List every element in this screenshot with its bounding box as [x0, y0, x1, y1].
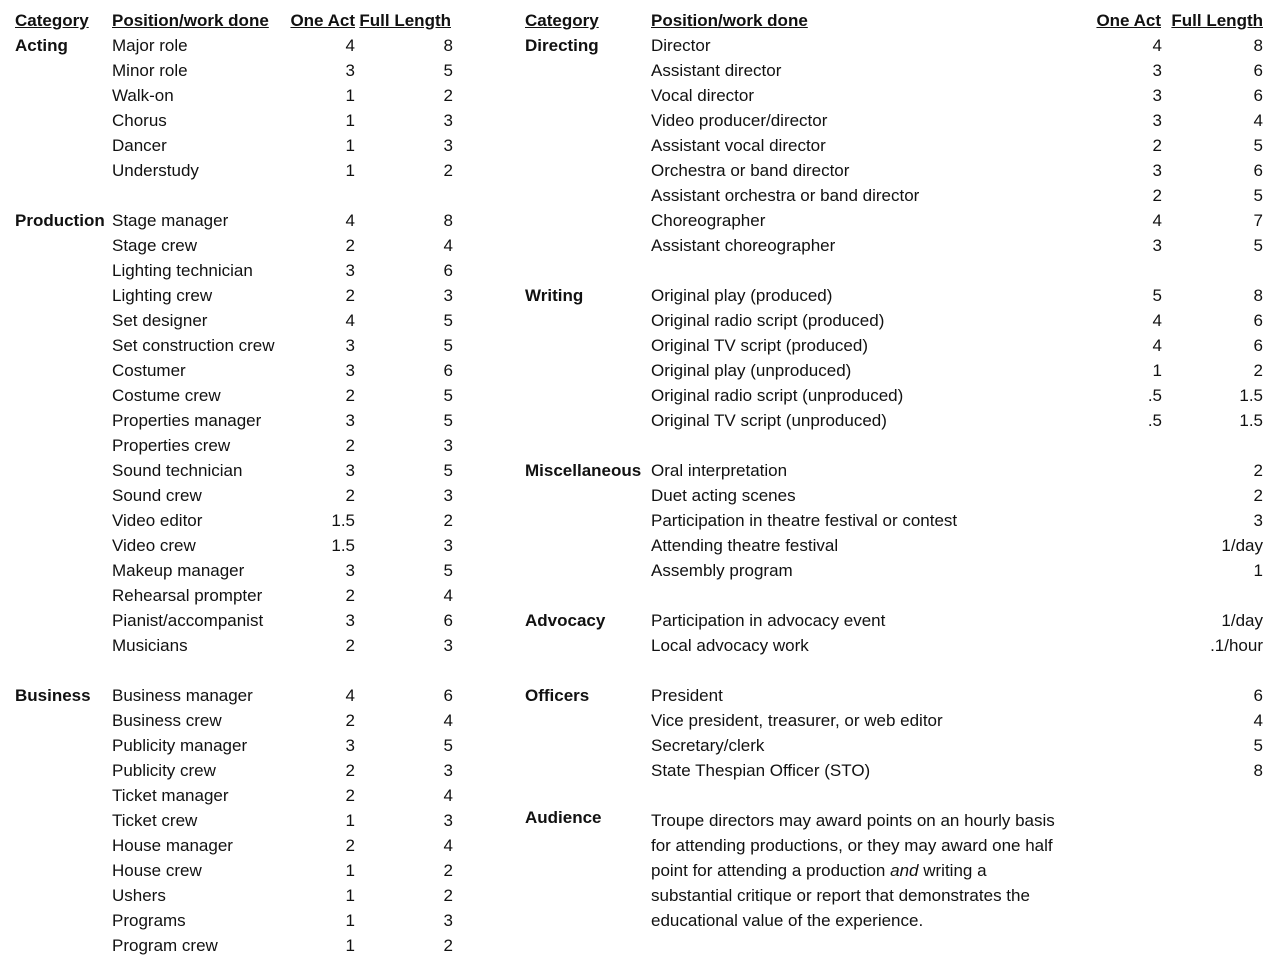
table-row: [15, 33, 460, 58]
full-length-cell: 4: [443, 711, 453, 730]
full-length-cell: 6: [1253, 161, 1263, 180]
one-act-cell: 2: [345, 836, 355, 855]
one-act-cell: 4: [345, 311, 355, 330]
position-cell: House manager: [112, 836, 233, 855]
position-cell: Sound crew: [112, 486, 202, 505]
position-cell: Stage crew: [112, 236, 198, 255]
full-length-cell: 8: [1253, 761, 1263, 780]
header-position: Position/work done: [651, 11, 808, 30]
one-act-cell: .5: [1147, 411, 1162, 430]
position-cell: Oral interpretation: [651, 461, 788, 480]
category-label: Writing: [525, 286, 584, 305]
full-length-cell: 8: [1253, 286, 1263, 305]
one-act-cell: 1: [345, 161, 355, 180]
full-length-cell: 1/day: [1221, 536, 1263, 555]
position-cell: Walk-on: [112, 86, 174, 105]
full-length-cell: 1/day: [1221, 611, 1263, 630]
full-length-cell: 5: [1253, 236, 1263, 255]
position-cell: Set designer: [112, 311, 208, 330]
one-act-cell: 4: [1152, 36, 1162, 55]
position-cell: Business crew: [112, 711, 222, 730]
one-act-cell: 4: [1152, 336, 1162, 355]
position-cell: Director: [651, 36, 711, 55]
position-cell: Duet acting scenes: [651, 486, 796, 505]
audience-note-emphasis: and: [890, 861, 919, 880]
table-row: [15, 258, 460, 283]
right-table-body: [525, 33, 1270, 808]
audience-note-text-end: writing a substantial critique or report that demonstrates the educational value of the experience.: [651, 861, 1030, 930]
position-cell: Stage manager: [112, 211, 229, 230]
position-cell: State Thespian Officer (STO): [651, 761, 871, 780]
category-label: Acting: [15, 36, 68, 55]
table-row: [525, 758, 1270, 783]
full-length-cell: 5: [1253, 136, 1263, 155]
one-act-cell: 3: [345, 736, 355, 755]
full-length-cell: 2: [1253, 486, 1263, 505]
position-cell: Original radio script (unproduced): [651, 386, 904, 405]
full-length-cell: 5: [443, 336, 453, 355]
table-row: [15, 333, 460, 358]
position-cell: Assistant orchestra or band director: [651, 186, 920, 205]
table-row: [15, 883, 460, 908]
header-category: Category: [525, 11, 599, 30]
one-act-cell: 2: [345, 761, 355, 780]
full-length-cell: 6: [1253, 61, 1263, 80]
position-cell: House crew: [112, 861, 202, 880]
table-row: [525, 708, 1270, 733]
table-row: [15, 433, 460, 458]
category-label: Directing: [525, 36, 599, 55]
full-length-cell: 6: [443, 686, 453, 705]
position-cell: Vice president, treasurer, or web editor: [651, 711, 943, 730]
position-cell: Chorus: [112, 111, 167, 130]
section-gap: [15, 658, 460, 683]
table-row: [15, 383, 460, 408]
full-length-cell: 3: [443, 636, 453, 655]
table-row: [15, 358, 460, 383]
table-row: [15, 808, 460, 833]
one-act-cell: 4: [345, 686, 355, 705]
header-position: Position/work done: [112, 11, 269, 30]
full-length-cell: 5: [443, 561, 453, 580]
one-act-cell: 4: [1152, 311, 1162, 330]
table-row: [525, 358, 1270, 383]
table-row: [15, 858, 460, 883]
left-table-body: [15, 33, 460, 958]
full-length-cell: 4: [443, 236, 453, 255]
full-length-cell: 6: [1253, 86, 1263, 105]
section-gap: [525, 783, 1270, 808]
full-length-cell: 1: [1253, 561, 1263, 580]
one-act-cell: 3: [345, 361, 355, 380]
table-row: [525, 133, 1270, 158]
position-cell: Original TV script (unproduced): [651, 411, 887, 430]
table-row: [15, 758, 460, 783]
table-row: [525, 183, 1270, 208]
one-act-cell: 1: [345, 136, 355, 155]
position-cell: Program crew: [112, 936, 218, 955]
full-length-cell: 5: [443, 61, 453, 80]
table-row: [525, 483, 1270, 508]
position-cell: Business manager: [112, 686, 253, 705]
table-row: [15, 83, 460, 108]
table-row: [525, 733, 1270, 758]
right-table: [525, 8, 1270, 958]
position-cell: Costumer: [112, 361, 186, 380]
one-act-cell: 1: [345, 886, 355, 905]
section-gap: [525, 583, 1270, 608]
position-cell: Musicians: [112, 636, 188, 655]
one-act-cell: 2: [345, 711, 355, 730]
one-act-cell: 1: [345, 911, 355, 930]
position-cell: Publicity crew: [112, 761, 216, 780]
one-act-cell: 1: [345, 861, 355, 880]
position-cell: Assistant choreographer: [651, 236, 836, 255]
full-length-cell: 4: [443, 586, 453, 605]
header-full-length: Full Length: [359, 11, 451, 30]
full-length-cell: 3: [443, 536, 453, 555]
position-cell: Major role: [112, 36, 188, 55]
table-row: [525, 158, 1270, 183]
full-length-cell: 5: [443, 411, 453, 430]
table-row: [15, 933, 460, 958]
table-row: [15, 458, 460, 483]
full-length-cell: 1.5: [1239, 386, 1263, 405]
table-row: [525, 58, 1270, 83]
position-cell: Set construction crew: [112, 336, 275, 355]
full-length-cell: 2: [443, 161, 453, 180]
position-cell: Assembly program: [651, 561, 793, 580]
position-cell: Secretary/clerk: [651, 736, 765, 755]
one-act-cell: 2: [345, 436, 355, 455]
audience-note-text: Troupe directors may award points on an hourly basis for attending productions, or they may award one half point for attending a production: [651, 811, 1055, 880]
one-act-cell: 3: [1152, 61, 1162, 80]
table-row: [15, 158, 460, 183]
full-length-cell: 2: [443, 511, 453, 530]
section-gap: [15, 183, 460, 208]
category-label: Officers: [525, 686, 590, 705]
position-cell: Ticket crew: [112, 811, 198, 830]
full-length-cell: 3: [443, 486, 453, 505]
full-length-cell: 5: [443, 461, 453, 480]
one-act-cell: 1.5: [331, 511, 355, 530]
audience-note: [651, 808, 1061, 933]
full-length-cell: 1.5: [1239, 411, 1263, 430]
position-cell: Original play (unproduced): [651, 361, 852, 380]
left-header-row: [15, 8, 460, 33]
one-act-cell: 2: [345, 786, 355, 805]
table-row: [525, 108, 1270, 133]
one-act-cell: 2: [345, 486, 355, 505]
table-row: [15, 708, 460, 733]
table-row: [525, 608, 1270, 633]
full-length-cell: 4: [1253, 111, 1263, 130]
one-act-cell: 3: [345, 61, 355, 80]
table-row: [15, 833, 460, 858]
table-row: [525, 208, 1270, 233]
full-length-cell: 5: [443, 386, 453, 405]
position-cell: Participation in advocacy event: [651, 611, 886, 630]
one-act-cell: 2: [345, 236, 355, 255]
position-cell: Pianist/accompanist: [112, 611, 264, 630]
right-header-row: [525, 8, 1270, 33]
one-act-cell: 1: [345, 811, 355, 830]
position-cell: Vocal director: [651, 86, 754, 105]
one-act-cell: 3: [345, 336, 355, 355]
position-cell: Ushers: [112, 886, 166, 905]
one-act-cell: 1: [345, 86, 355, 105]
one-act-cell: 3: [345, 611, 355, 630]
full-length-cell: 3: [1253, 511, 1263, 530]
one-act-cell: 3: [1152, 161, 1162, 180]
full-length-cell: 8: [1253, 36, 1263, 55]
full-length-cell: 7: [1253, 211, 1263, 230]
one-act-cell: 2: [345, 636, 355, 655]
position-cell: Costume crew: [112, 386, 221, 405]
one-act-cell: 3: [1152, 236, 1162, 255]
position-cell: Assistant director: [651, 61, 782, 80]
table-row: [15, 508, 460, 533]
full-length-cell: 6: [1253, 336, 1263, 355]
one-act-cell: 3: [345, 411, 355, 430]
table-row: [525, 408, 1270, 433]
position-cell: Participation in theatre festival or contest: [651, 511, 958, 530]
position-cell: President: [651, 686, 723, 705]
table-row: [525, 333, 1270, 358]
category-label: Advocacy: [525, 611, 606, 630]
one-act-cell: 4: [345, 36, 355, 55]
table-row: [15, 633, 460, 658]
table-row: [15, 483, 460, 508]
full-length-cell: 3: [443, 111, 453, 130]
table-row: [15, 583, 460, 608]
full-length-cell: 6: [443, 361, 453, 380]
table-row: [525, 383, 1270, 408]
position-cell: Dancer: [112, 136, 167, 155]
full-length-cell: 4: [443, 786, 453, 805]
position-cell: Video editor: [112, 511, 203, 530]
full-length-cell: 3: [443, 286, 453, 305]
table-row: [525, 508, 1270, 533]
full-length-cell: 5: [1253, 736, 1263, 755]
one-act-cell: 3: [1152, 86, 1162, 105]
full-length-cell: 3: [443, 761, 453, 780]
header-one-act: One Act: [1096, 11, 1161, 30]
table-row: [15, 683, 460, 708]
full-length-cell: 2: [443, 886, 453, 905]
table-row: [525, 683, 1270, 708]
table-row: [15, 108, 460, 133]
section-gap: [525, 658, 1270, 683]
table-row: [15, 783, 460, 808]
one-act-cell: 3: [345, 561, 355, 580]
table-row: [15, 308, 460, 333]
one-act-cell: 4: [1152, 211, 1162, 230]
position-cell: Properties manager: [112, 411, 262, 430]
header-one-act: One Act: [290, 11, 355, 30]
full-length-cell: 5: [443, 736, 453, 755]
one-act-cell: 1: [1152, 361, 1162, 380]
position-cell: Video producer/director: [651, 111, 828, 130]
table-row: [525, 233, 1270, 258]
one-act-cell: 4: [345, 211, 355, 230]
category-label: Miscellaneous: [525, 461, 642, 480]
category-label: Production: [15, 211, 105, 230]
full-length-cell: 3: [443, 911, 453, 930]
section-gap: [525, 258, 1270, 283]
header-category: Category: [15, 11, 89, 30]
full-length-cell: 4: [1253, 711, 1263, 730]
position-cell: Lighting technician: [112, 261, 253, 280]
full-length-cell: 8: [443, 211, 453, 230]
position-cell: Attending theatre festival: [651, 536, 839, 555]
position-cell: Makeup manager: [112, 561, 245, 580]
full-length-cell: 2: [1253, 461, 1263, 480]
full-length-cell: 3: [443, 136, 453, 155]
position-cell: Ticket manager: [112, 786, 229, 805]
table-row: [525, 533, 1270, 558]
position-cell: Minor role: [112, 61, 188, 80]
position-cell: Video crew: [112, 536, 196, 555]
full-length-cell: 2: [443, 86, 453, 105]
table-row: [15, 558, 460, 583]
full-length-cell: 5: [1253, 186, 1263, 205]
one-act-cell: 1: [345, 936, 355, 955]
position-cell: Understudy: [112, 161, 199, 180]
one-act-cell: 3: [1152, 111, 1162, 130]
one-act-cell: 2: [345, 386, 355, 405]
category-label: Audience: [525, 808, 602, 827]
one-act-cell: 2: [1152, 186, 1162, 205]
position-cell: Original play (produced): [651, 286, 833, 305]
one-act-cell: 2: [345, 286, 355, 305]
table-row: [15, 408, 460, 433]
full-length-cell: 3: [443, 436, 453, 455]
table-row: [525, 558, 1270, 583]
position-cell: Programs: [112, 911, 186, 930]
table-row: [15, 908, 460, 933]
position-cell: Rehearsal prompter: [112, 586, 263, 605]
table-row: [525, 633, 1270, 658]
position-cell: Orchestra or band director: [651, 161, 850, 180]
left-table: [15, 8, 460, 958]
table-row: [15, 133, 460, 158]
position-cell: Local advocacy work: [651, 636, 809, 655]
full-length-cell: 5: [443, 311, 453, 330]
one-act-cell: 1: [345, 111, 355, 130]
table-row: [15, 208, 460, 233]
one-act-cell: 1.5: [331, 536, 355, 555]
full-length-cell: 2: [443, 861, 453, 880]
position-cell: Original radio script (produced): [651, 311, 885, 330]
header-full-length: Full Length: [1171, 11, 1263, 30]
position-cell: Lighting crew: [112, 286, 213, 305]
table-row: [525, 33, 1270, 58]
full-length-cell: 6: [1253, 686, 1263, 705]
category-label: Business: [15, 686, 91, 705]
one-act-cell: 5: [1152, 286, 1162, 305]
full-length-cell: 3: [443, 811, 453, 830]
full-length-cell: 8: [443, 36, 453, 55]
one-act-cell: 3: [345, 261, 355, 280]
table-row: [15, 533, 460, 558]
full-length-cell: 2: [1253, 361, 1263, 380]
table-row: [15, 608, 460, 633]
full-length-cell: 2: [443, 936, 453, 955]
one-act-cell: 3: [345, 461, 355, 480]
position-cell: Sound technician: [112, 461, 243, 480]
full-length-cell: 6: [1253, 311, 1263, 330]
position-cell: Choreographer: [651, 211, 766, 230]
position-cell: Publicity manager: [112, 736, 248, 755]
position-cell: Properties crew: [112, 436, 231, 455]
position-cell: Original TV script (produced): [651, 336, 868, 355]
full-length-cell: 6: [443, 261, 453, 280]
full-length-cell: 6: [443, 611, 453, 630]
full-length-cell: 4: [443, 836, 453, 855]
table-row: [525, 308, 1270, 333]
full-length-cell: .1/hour: [1210, 636, 1263, 655]
section-gap: [525, 433, 1270, 458]
table-row: [15, 233, 460, 258]
one-act-cell: 2: [345, 586, 355, 605]
one-act-cell: 2: [1152, 136, 1162, 155]
table-row: [15, 58, 460, 83]
one-act-cell: .5: [1147, 386, 1162, 405]
position-cell: Assistant vocal director: [651, 136, 826, 155]
table-row: [525, 283, 1270, 308]
table-row: [15, 283, 460, 308]
table-row: [525, 83, 1270, 108]
table-row: [525, 458, 1270, 483]
table-row: [15, 733, 460, 758]
